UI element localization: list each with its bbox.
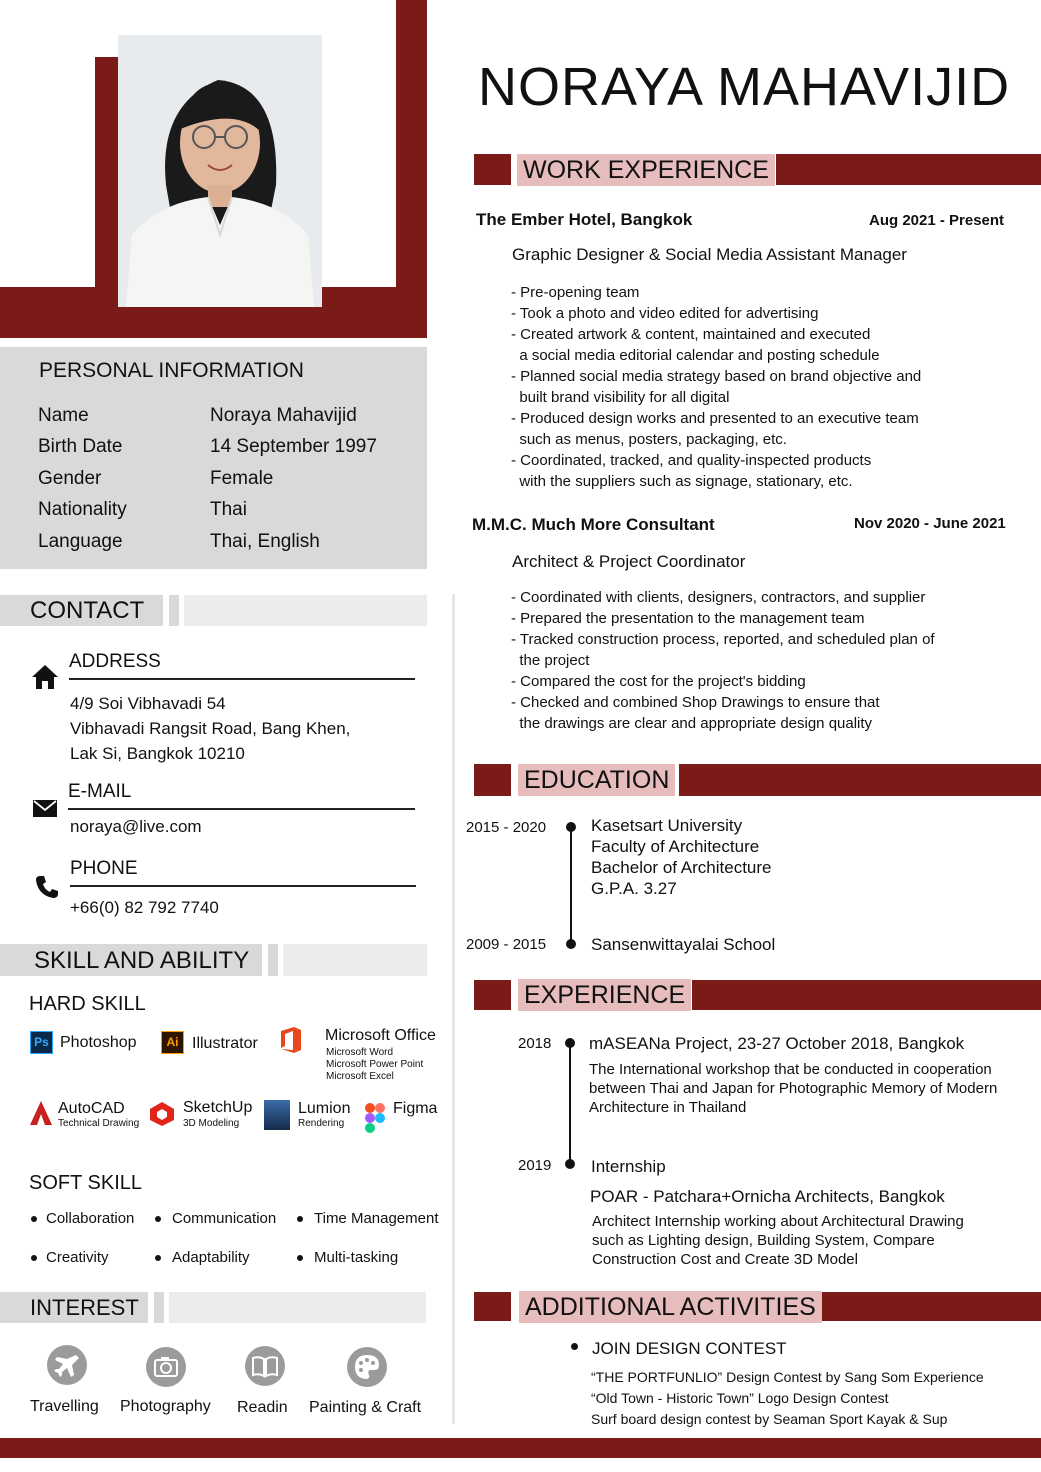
mail-icon (33, 800, 57, 817)
bullet (297, 1255, 303, 1261)
skill-figma: Figma (393, 1100, 438, 1117)
experience-title: mASEANa Project, 23-27 October 2018, Bangkok (589, 1034, 965, 1053)
education-timeline (570, 826, 572, 944)
experience-timeline (569, 1042, 571, 1164)
skill-autocad: AutoCAD (58, 1100, 125, 1117)
email-value[interactable]: noraya@live.com (70, 817, 202, 836)
job-bullets: - Pre-opening team - Took a photo and video edited for advertising - Created artwork & content, maintained and executed a social media editorial calendar and posting schedule - Planned social media strategy based on brand objective and built brand visibility for all digital - Produced design works and presented to an executive team such as menus, posters, packaging, etc. - Coordinated, tracked, and quality-inspected products with the suppliers such as signage, stationary, etc. (511, 284, 922, 490)
activity-line: “THE PORTFUNLIO” Design Contest by Sang Som Experience (591, 1369, 984, 1385)
education-heading: EDUCATION (518, 764, 675, 796)
email-label: E-MAIL (68, 781, 132, 802)
bullet (297, 1216, 303, 1222)
activity-line: Surf board design contest by Seaman Sport Kayak & Sup (591, 1411, 948, 1427)
pi-value: Noraya Mahavijid (210, 405, 357, 426)
work-bar-right (776, 154, 1041, 185)
address-underline (69, 678, 415, 680)
photoshop-icon: Ps (30, 1031, 53, 1054)
activities-bar-left (474, 1292, 511, 1321)
skill-autocad-sub: Technical Drawing (58, 1118, 140, 1129)
pi-value: Thai (210, 499, 247, 520)
interest-painting: Painting & Craft (309, 1399, 422, 1416)
activities-heading: ADDITIONAL ACTIVITIES (519, 1291, 822, 1323)
skill-lumion: Lumion (298, 1100, 351, 1117)
phone-value[interactable]: +66(0) 82 792 7740 (70, 898, 219, 917)
interest-reading: Readin (237, 1399, 288, 1416)
interest-heading: INTEREST (30, 1295, 139, 1320)
job-company: M.M.C. Much More Consultant (472, 515, 715, 534)
interest-bar-fill (169, 1292, 426, 1323)
education-years: 2015 - 2020 (466, 819, 547, 836)
activity-line: “Old Town - Historic Town” Logo Design Contest (591, 1390, 889, 1406)
photo-frame-bottom (95, 307, 322, 321)
contact-heading: CONTACT (30, 597, 145, 624)
work-bar-left (474, 154, 511, 185)
skill-heading: SKILL AND ABILITY (34, 947, 250, 974)
experience-year: 2018 (518, 1035, 552, 1052)
job-date: Aug 2021 - Present (869, 212, 1005, 229)
interest-photography: Photography (120, 1398, 211, 1415)
skill-office: Microsoft Office (325, 1027, 436, 1044)
airplane-icon (46, 1344, 88, 1386)
book-icon (244, 1345, 286, 1387)
soft-skill-item: Adaptability (172, 1249, 250, 1266)
office-icon (279, 1026, 303, 1054)
bullet (155, 1255, 161, 1261)
experience-desc: The International workshop that be conducted in cooperation between Thai and Japan for Photographic Memory of Modern Architecture in Thailand (589, 1061, 998, 1116)
address-label: ADDRESS (69, 651, 161, 672)
camera-icon (145, 1346, 187, 1388)
timeline-dot (566, 939, 576, 949)
palette-icon (346, 1346, 388, 1388)
footer-band (0, 1438, 1041, 1458)
figma-icon (364, 1102, 386, 1136)
activities-bar-right (822, 1292, 1041, 1321)
column-divider (452, 594, 455, 1424)
job-date: Nov 2020 - June 2021 (854, 515, 1006, 532)
pi-value: Thai, English (210, 531, 320, 552)
illustrator-icon: Ai (161, 1031, 184, 1054)
soft-skill-item: Collaboration (46, 1210, 135, 1227)
timeline-dot (566, 822, 576, 832)
experience-title: Internship (591, 1157, 666, 1176)
experience-subtitle: POAR - Patchara+Ornicha Architects, Bangkok (590, 1187, 945, 1206)
experience-bar-left (474, 980, 511, 1010)
profile-photo (118, 35, 322, 307)
experience-desc: Architect Internship working about Architectural Drawing such as Lighting design, Building System, Compare Construction Cost and Create 3D Model (592, 1213, 964, 1268)
activity-bullet (571, 1343, 578, 1350)
skill-bar-accent (268, 944, 278, 976)
skill-illustrator: Illustrator (192, 1035, 258, 1052)
contact-bar-accent (169, 595, 179, 626)
pi-value: Female (210, 468, 274, 489)
phone-underline (70, 885, 416, 887)
soft-skill-item: Creativity (46, 1249, 109, 1266)
education-detail: Sansenwittayalai School (591, 935, 776, 954)
hard-skill-heading: HARD SKILL (29, 993, 146, 1015)
work-heading: WORK EXPERIENCE (517, 154, 775, 186)
personal-info-heading: PERSONAL INFORMATION (39, 359, 304, 382)
skill-bar-fill (283, 944, 427, 976)
sketchup-icon (149, 1101, 175, 1127)
resume-name: NORAYA MAHAVIJID (478, 57, 1011, 117)
skill-sketchup-sub: 3D Modeling (183, 1118, 240, 1129)
pi-label: Name (38, 405, 89, 426)
interest-bar-accent (154, 1292, 164, 1323)
pi-value: 14 September 1997 (210, 436, 377, 457)
phone-icon (35, 875, 59, 899)
soft-skill-item: Multi-tasking (314, 1249, 399, 1266)
timeline-dot (565, 1038, 575, 1048)
education-bar-left (474, 764, 511, 796)
education-years: 2009 - 2015 (466, 936, 547, 953)
pi-label: Gender (38, 468, 102, 489)
home-icon (31, 664, 59, 690)
soft-skill-item: Time Management (314, 1210, 439, 1227)
pi-label: Birth Date (38, 436, 123, 457)
phone-label: PHONE (70, 858, 138, 879)
job-role: Architect & Project Coordinator (512, 552, 746, 571)
bullet (155, 1216, 161, 1222)
soft-skill-heading: SOFT SKILL (29, 1172, 143, 1194)
job-company: The Ember Hotel, Bangkok (476, 210, 693, 229)
interest-travelling: Travelling (30, 1398, 99, 1415)
skill-sketchup: SketchUp (183, 1099, 253, 1116)
bullet (31, 1216, 37, 1222)
education-detail: Kasetsart University Faculty of Architecture Bachelor of Architecture G.P.A. 3.27 (591, 816, 772, 898)
address-value: 4/9 Soi Vibhavadi 54 Vibhavadi Rangsit Road, Bang Khen, Lak Si, Bangkok 10210 (70, 694, 351, 763)
experience-bar-right (692, 980, 1041, 1010)
experience-heading: EXPERIENCE (518, 979, 691, 1011)
soft-skill-item: Communication (172, 1210, 277, 1227)
lumion-icon (264, 1100, 290, 1130)
skill-photoshop: Photoshop (60, 1034, 137, 1051)
job-role: Graphic Designer & Social Media Assistant Manager (512, 245, 907, 264)
education-bar-right (679, 764, 1041, 796)
experience-year: 2019 (518, 1157, 552, 1174)
skill-office-sub: Microsoft Word Microsoft Power Point Microsoft Excel (326, 1047, 424, 1082)
autocad-icon (29, 1100, 53, 1126)
job-bullets: - Coordinated with clients, designers, contractors, and supplier - Prepared the presentation to the management team - Tracked construction process, reported, and scheduled plan of the project - Compared the cost for the project's bidding - Checked and combined Shop Drawings to ensure that the drawings are clear and appropriate design quality (511, 589, 935, 732)
skill-lumion-sub: Rendering (298, 1118, 345, 1129)
bullet (31, 1255, 37, 1261)
pi-label: Language (38, 531, 123, 552)
pi-label: Nationality (38, 499, 127, 520)
contact-bar-fill (184, 595, 427, 626)
activity-title: JOIN DESIGN CONTEST (592, 1339, 787, 1358)
email-underline (68, 808, 415, 810)
timeline-dot (565, 1159, 575, 1169)
